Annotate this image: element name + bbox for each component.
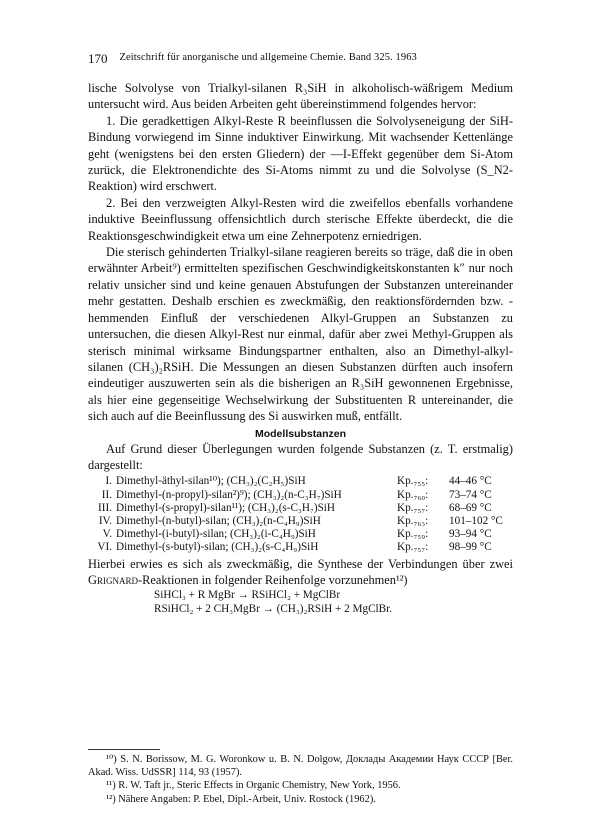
paragraph-5: Auf Grund dieser Überlegungen wurden folgende Substanzen (z. T. erstmalig) dargestellt: — [88, 441, 513, 472]
substance-row — [88, 475, 513, 488]
paragraph-6 — [88, 556, 513, 589]
boiling-point-value: 73–74 °C — [449, 488, 492, 501]
substance-name: Dimethyl-äthyl-silan¹⁰); (CH₃)₂(C₂H₅)SiH — [116, 475, 306, 488]
boiling-point-value: 93–94 °C — [449, 528, 492, 541]
footnotes — [88, 753, 513, 806]
paragraph-6-text: Hierbei erwies es sich als zweckmäßig, die Synthese der Verbindungen über zwei — [88, 556, 513, 571]
paragraph-3: 2. Bei den verzweigten Alkyl-Resten wird die zweifellos ebenfalls vorhandene induktive Beeinflussung offensichtlich durch sterische Effekte überdeckt, die die Reaktionsgeschwindigkeit etwa um eine Zehnerpotenz erniedrigen. — [88, 195, 513, 243]
boiling-point-value: 101–102 °C — [449, 514, 503, 527]
substance-row — [88, 541, 513, 554]
footnote-divider — [88, 749, 160, 750]
boiling-point-label: Kp.₇₅₅: — [397, 475, 429, 488]
page-number: 170 — [88, 51, 108, 66]
substance-name: Dimethyl-(i-butyl)-silan; (CH₃)₂(i-C₄H₉)SiH — [116, 528, 316, 541]
page-header — [88, 52, 513, 68]
journal-title: Zeitschrift für anorganische und allgemeine Chemie. Band 325. 1963 — [119, 52, 417, 63]
equation-1: SiHCl₃ + R MgBr → RSiHCl₂ + MgClBr — [154, 589, 341, 602]
footnote-12: ¹²) Nähere Angaben: P. Ebel, Dipl.-Arbeit, Univ. Rostock (1962). — [106, 793, 376, 805]
boiling-point-label: Kp.₇₆₀: — [397, 488, 429, 501]
boiling-point-label: Kp.₇₅₇: — [397, 541, 429, 554]
boiling-point-value: 98–99 °C — [449, 541, 492, 554]
boiling-point-value: 68–69 °C — [449, 501, 492, 514]
substance-name: Dimethyl-(n-propyl)-silan²)⁹); (CH₃)₂(n-C₃H₇)SiH — [116, 488, 342, 501]
substance-row — [88, 502, 513, 515]
footnote-10: ¹⁰) S. N. Borissow, M. G. Woronkow u. B. N. Dolgow, Доклады Академии Наук СССР [Ber. Akad. Wiss. UdSSR] 114, 93 (1957). — [88, 754, 513, 779]
paragraph-1: lische Solvolyse von Trialkyl-silanen R₃SiH in alkoholisch-wäßrigem Medium untersucht wird. Aus beiden Arbeiten geht übereinstimmend folgendes hervor: — [88, 81, 513, 112]
substance-number: IV. — [98, 514, 112, 527]
page-body — [88, 52, 513, 621]
footnote-11: ¹¹) R. W. Taft jr., Steric Effects in Organic Chemistry, New York, 1956. — [106, 780, 401, 792]
paragraph-6-text-end: -Reaktionen in folgender Reihenfolge vorzunehmen¹²) — [137, 572, 408, 587]
paragraph-2: 1. Die geradkettigen Alkyl-Reste R beeinflussen die Solvolyseneigung der SiH-Bindung vorwiegend im Sinne induktiver Einwirkung. Mit wachsender Kettenlänge geht (wenigstens bei den ersten Gliedern) der —I-Effekt gegenüber dem Si-Atom zurück, die Elektronendichte des Si-Atoms nimmt zu und die Solvolyse (S_N2-Reaktion) wird erschwert. — [88, 113, 513, 194]
substance-number: VI. — [97, 541, 112, 554]
substance-number: III. — [98, 501, 112, 514]
boiling-point-value: 44–46 °C — [449, 475, 492, 488]
substance-name: Dimethyl-(n-butyl)-silan; (CH₃)₂(n-C₄H₉)SiH — [116, 514, 321, 527]
grignard-name: Grignard — [88, 572, 138, 587]
equation-2: RSiHCl₂ + 2 CH₃MgBr → (CH₃)₂RSiH + 2 MgClBr. — [154, 602, 393, 615]
substance-number: V. — [102, 528, 112, 541]
section-heading: Modellsubstanzen — [254, 427, 346, 440]
reaction-equations — [88, 589, 513, 616]
boiling-point-label: Kp.₇₅₉: — [397, 528, 429, 541]
substance-row — [88, 515, 513, 528]
substance-list — [88, 475, 513, 554]
paragraph-4: Die sterisch gehinderten Trialkyl-silane reagieren bereits so träge, daß die in oben erwähnter Arbeit⁹) ermittelten spezifischen Geschwindigkeitskonstanten k″ nur noch relativ unsicher sind und keine genauen Abstufungen der Substanzen untereinander mehr gestatten. Deshalb erschien es zweckmäßig, den reaktionsfördernden bzw. -hemmenden Einfluß der verschiedenen Alkyl-Gruppen an Substanzen zu untersuchen, die diesen Alkyl-Rest nur einmal, dafür aber zwei Methyl-Gruppen als sterisch minimal wirksame Bindungspartner enthalten, also an Dimethyl-alkyl-silanen (CH₃)₂RSiH. Die Messungen an diesen Substanzen dürften auch insofern eindeutiger auszuwerten sein als die bisherigen an R₃SiH gewonnenen Ergebnisse, als hier eine gegenseitige Wechselwirkung der Substituenten R untereinander, die sich auch auf die Beeinflussung des Si auswirken muß, entfällt. — [88, 245, 513, 424]
substance-number: I. — [105, 475, 112, 488]
substance-name: Dimethyl-(s-propyl)-silan¹¹); (CH₃)₂(s-C₃H₇)SiH — [116, 501, 335, 514]
substance-row — [88, 489, 513, 502]
boiling-point-label: Kp.₇₅₇: — [397, 501, 429, 514]
substance-number: II. — [101, 488, 112, 501]
boiling-point-label: Kp.₇₆₃: — [397, 514, 429, 527]
substance-name: Dimethyl-(s-butyl)-silan; (CH₃)₂(s-C₄H₉)SiH — [116, 541, 319, 554]
substance-row — [88, 528, 513, 541]
